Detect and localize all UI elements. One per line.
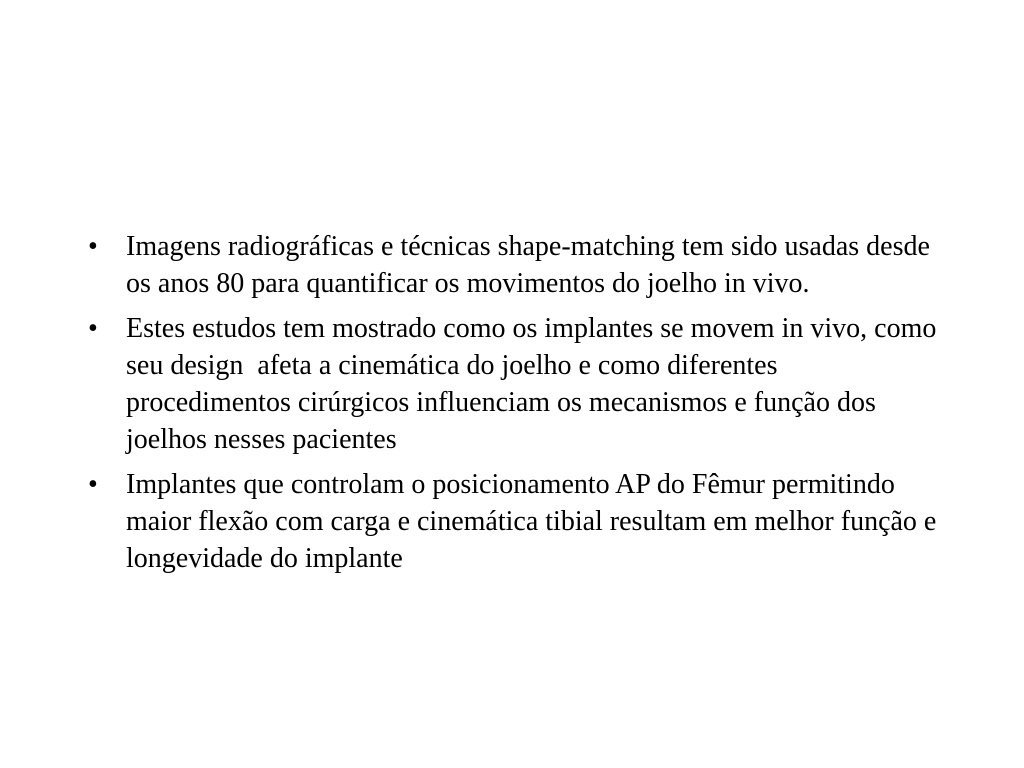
bullet-item <box>88 228 948 302</box>
bullet-dot-icon: • <box>88 313 98 344</box>
bullet-text: Imagens radiográficas e técnicas shape-matching tem sido usadas desde os anos 80 para quantificar os movimentos do joelho in vivo. <box>126 231 937 299</box>
bullet-list <box>88 228 948 585</box>
bullet-dot-icon: • <box>88 231 98 262</box>
bullet-item <box>88 310 948 458</box>
bullet-item <box>88 466 948 577</box>
bullet-text: Estes estudos tem mostrado como os implantes se movem in vivo, como seu design afeta a cinemática do joelho e como diferentes procedimentos cirúrgicos influenciam os mecanismos e função dos joelhos nesses pacientes <box>126 313 944 455</box>
bullet-dot-icon: • <box>88 469 98 500</box>
bullet-text: Implantes que controlam o posicionamento AP do Fêmur permitindo maior flexão com carga e cinemática tibial resultam em melhor função e longevidade do implante <box>126 469 944 574</box>
